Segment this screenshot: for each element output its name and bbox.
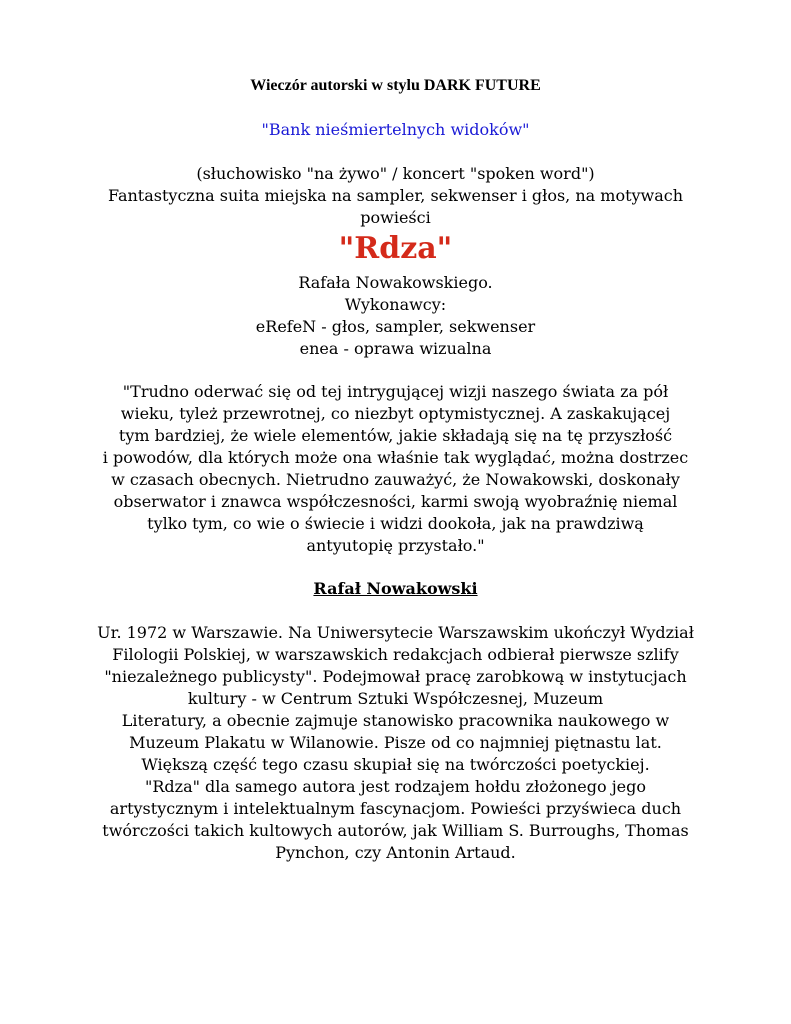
event-subtitle: "Bank nieśmiertelnych widoków" — [261, 120, 530, 139]
bio-line: Ur. 1972 w Warszawie. Na Uniwersytecie Warszawskim ukończył Wydział — [97, 623, 694, 642]
quote-line: obserwator i znawca współczesności, karmi swoją wyobraźnię niemal — [113, 492, 678, 511]
credits-line: enea - oprawa wizualna — [299, 339, 492, 358]
bio-line: "niezależnego publicysty". Podejmował pracę zarobkową w instytucjach — [104, 667, 687, 686]
bio-line: "Rdza" dla samego autora jest rodzajem hołdu złożonego jego — [144, 777, 647, 796]
bio-line: kultury - w Centrum Sztuki Współczesnej, Muzeum — [187, 689, 604, 708]
quote-line: wieku, tyleż przewrotnej, co niezbyt optymistycznej. A zaskakującej — [120, 404, 671, 423]
bio-heading: Rafał Nowakowski — [313, 579, 478, 598]
book-title: "Rdza" — [338, 231, 453, 266]
quote-line: i powodów, dla których może ona właśnie tak wyglądać, można dostrzec — [102, 448, 689, 467]
credits-line: eRefeN - głos, sampler, sekwenser — [255, 317, 536, 336]
bio-line: Filologii Polskiej, w warszawskich redakcjach odbierał pierwsze szlify — [112, 645, 679, 664]
bio-line: artystycznym i intelektualnym fascynacjom. Powieści przyświeca duch — [109, 799, 682, 818]
bio-paragraph — [60, 622, 731, 864]
quote-line: antyutopię przystało." — [306, 536, 485, 555]
bio-line: twórczości takich kultowych autorów, jak William S. Burroughs, Thomas — [102, 821, 689, 840]
intro-line: Fantastyczna suita miejska na sampler, sekwenser i głos, na motywach — [107, 186, 684, 205]
event-title: Wieczór autorski w stylu DARK FUTURE — [250, 77, 541, 94]
credits-line: Rafała Nowakowskiego. — [298, 273, 493, 292]
intro-line: powieści — [360, 208, 431, 227]
bio-line: Muzeum Plakatu w Wilanowie. Pisze od co najmniej piętnastu lat. — [129, 733, 662, 752]
bio-line: Literatury, a obecnie zajmuje stanowisko pracownika naukowego w — [121, 711, 670, 730]
bio-line: Większą część tego czasu skupiał się na twórczości poetyckiej. — [141, 755, 650, 774]
credits-line: Wykonawcy: — [344, 295, 447, 314]
bio-line: Pynchon, czy Antonin Artaud. — [275, 843, 516, 862]
quote-line: tylko tym, co wie o świecie i widzi dookoła, jak na prawdziwą — [147, 514, 644, 533]
quote-line: tym bardziej, że wiele elementów, jakie składają się na tę przyszłość — [118, 426, 673, 445]
intro-paragraph — [60, 163, 731, 229]
intro-line: (słuchowisko "na żywo" / koncert "spoken word") — [196, 164, 595, 183]
credits-block — [60, 272, 731, 360]
quote-line: w czasach obecnych. Nietrudno zauważyć, że Nowakowski, doskonały — [111, 470, 680, 489]
quote-line: "Trudno oderwać się od tej intrygującej wizji naszego świata za pół — [122, 382, 669, 401]
review-quote — [60, 381, 731, 557]
